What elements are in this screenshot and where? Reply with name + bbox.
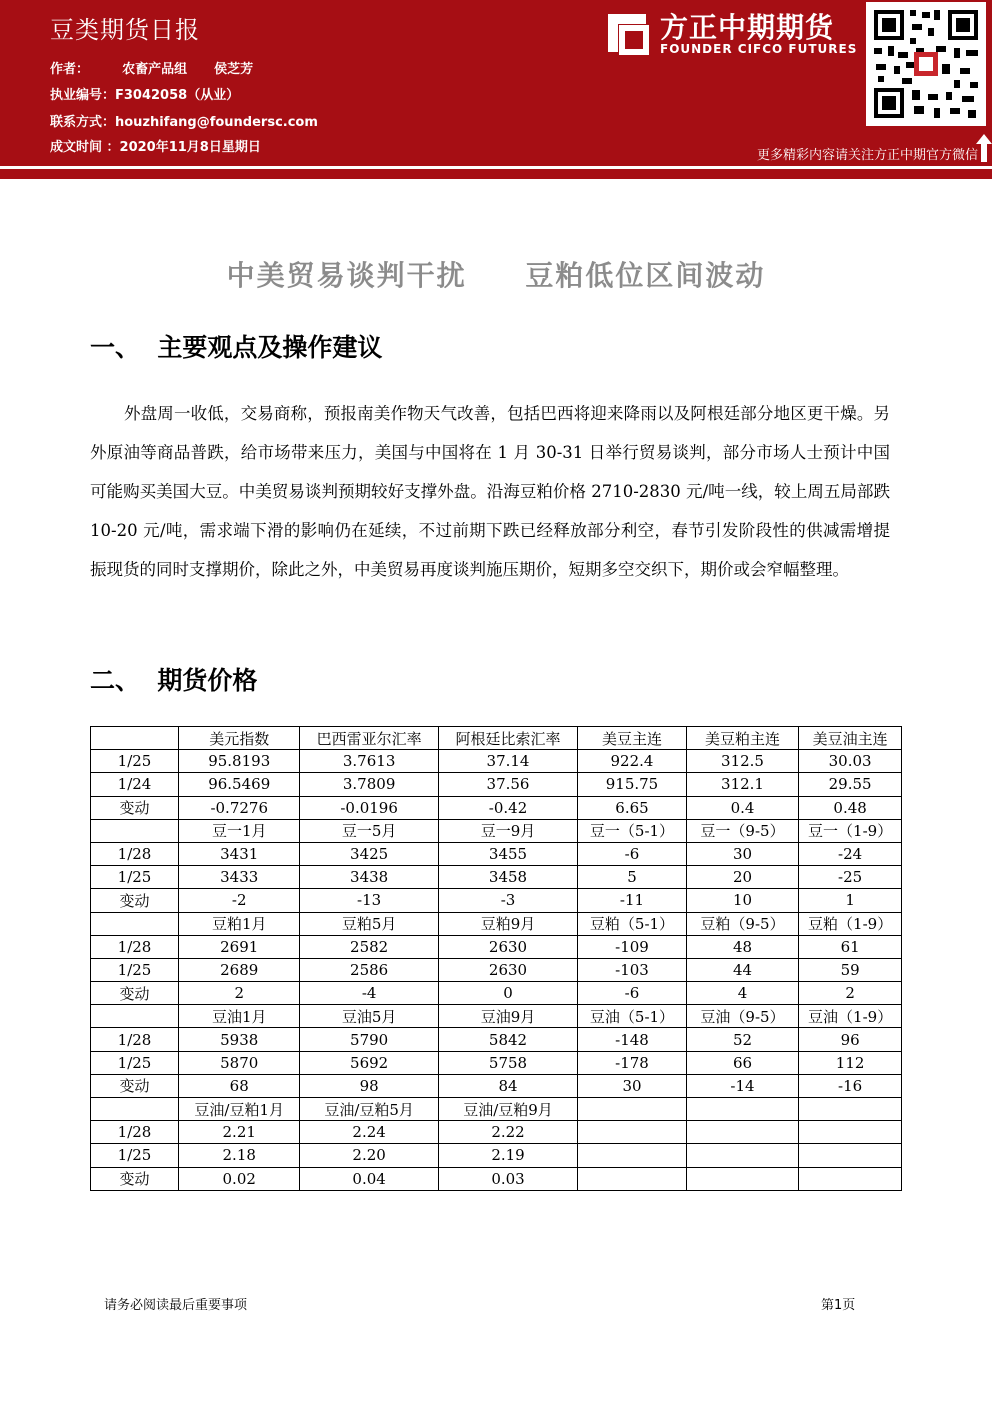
table-cell: 豆油1月 [179,1005,300,1028]
table-cell: 922.4 [578,750,687,773]
table-row [91,842,902,865]
table-cell: -14 [686,1074,798,1097]
row-label-cell: 变动 [91,796,179,819]
table-cell: 巴西雷亚尔汇率 [300,727,438,750]
table-row [91,866,902,889]
table-cell: 豆粕（1-9） [799,912,902,935]
table-row [91,1167,902,1190]
table-cell: 30.03 [799,750,902,773]
table-cell: 0 [438,982,577,1005]
futures-price-table [90,726,902,1191]
table-row [91,1051,902,1074]
table-cell: 2.20 [300,1144,438,1167]
table-cell: 豆粕1月 [179,912,300,935]
table-cell: 豆油5月 [300,1005,438,1028]
author-group: 农畜产品组 [122,62,188,77]
main-paragraph: 外盘周一收低，交易商称，预报南美作物天气改善，包括巴西将迎来降雨以及阿根廷部分地区更干燥。另外原油等商品普跌，给市场带来压力，美国与中国将在 1 月 30-31 日举行贸易谈判，部分市场人士预计中国可能购买美国大豆。中美贸易谈判预期较好支撑外盘。沿海豆粕价格 2710-2830 元/吨一线，较上周五局部跌 10-20 元/吨，需求端下滑的影响仍在延续，不过前期下跌已经释放部分利空，春节引发阶段性的供减需增提振现货的同时支撑期价，除此之外，中美贸易再度谈判施压期价，短期多空交织下，期价或会窄幅整理。 [90,404,890,579]
table-cell: 豆粕9月 [438,912,577,935]
table-cell: 112 [799,1051,902,1074]
table-cell [799,1167,902,1190]
table-cell: -13 [300,889,438,912]
table-cell: 98 [300,1074,438,1097]
table-cell: 10 [686,889,798,912]
table-cell: 20 [686,866,798,889]
table-cell: 3455 [438,842,577,865]
table-row [91,889,902,912]
row-label-cell [91,819,179,842]
table-cell: -11 [578,889,687,912]
table-cell: -25 [799,866,902,889]
table-cell: 2 [179,982,300,1005]
qr-code-icon [866,2,986,126]
table-cell: 5758 [438,1051,577,1074]
table-cell [686,1121,798,1144]
footer-disclaimer: 请务必阅读最后重要事项 [104,1298,248,1313]
table-cell: 312.1 [686,773,798,796]
table-cell: 3433 [179,866,300,889]
table-row [91,1098,902,1121]
brand-name-en: FOUNDER CIFCO FUTURES [660,42,858,56]
table-cell: 美豆油主连 [799,727,902,750]
arrow-up-icon [976,134,992,162]
table-cell: 美元指数 [179,727,300,750]
table-cell: -4 [300,982,438,1005]
brand [600,6,860,66]
table-row [91,819,902,842]
table-cell [578,1098,687,1121]
table-cell: 2691 [179,935,300,958]
table-cell: 3.7613 [300,750,438,773]
table-cell [686,1167,798,1190]
table-cell: 美豆粕主连 [686,727,798,750]
table-cell: 豆粕（5-1） [578,912,687,935]
table-cell: 5938 [179,1028,300,1051]
table-cell: 2582 [300,935,438,958]
table-cell: 豆粕（9-5） [686,912,798,935]
table-cell: 2 [799,982,902,1005]
table-cell: 0.04 [300,1167,438,1190]
table-cell: 2586 [300,958,438,981]
table-row [91,935,902,958]
table-row [91,982,902,1005]
table-cell: 豆油（5-1） [578,1005,687,1028]
table-cell: 阿根廷比索汇率 [438,727,577,750]
row-label-cell: 1/25 [91,750,179,773]
table-cell [578,1144,687,1167]
row-label-cell: 1/25 [91,1051,179,1074]
table-cell: 61 [799,935,902,958]
table-cell: 5870 [179,1051,300,1074]
table-cell: 5790 [300,1028,438,1051]
table-cell: 0.02 [179,1167,300,1190]
table-cell: 66 [686,1051,798,1074]
table-cell: 29.55 [799,773,902,796]
row-label-cell: 1/28 [91,935,179,958]
contact-info: 联系方式：houzhifang@foundersc.com [50,115,318,130]
table-cell: -2 [179,889,300,912]
table-cell: 915.75 [578,773,687,796]
table-cell: 2.22 [438,1121,577,1144]
table-cell [799,1144,902,1167]
table-cell: 豆油/豆粕5月 [300,1098,438,1121]
table-cell: 2689 [179,958,300,981]
table-cell: 3.7809 [300,773,438,796]
table-cell: 59 [799,958,902,981]
table-cell: -0.0196 [300,796,438,819]
table-cell: 0.4 [686,796,798,819]
table-cell: 5692 [300,1051,438,1074]
row-label-cell [91,1005,179,1028]
license-number: 执业编号：F3042058（从业） [50,88,240,103]
row-label-cell: 1/28 [91,842,179,865]
table-cell: 豆油（9-5） [686,1005,798,1028]
table-cell: 0.48 [799,796,902,819]
table-cell: 6.65 [578,796,687,819]
table-cell: -24 [799,842,902,865]
table-cell [686,1098,798,1121]
table-cell: 豆一（9-5） [686,819,798,842]
table-cell [799,1121,902,1144]
table-cell [686,1144,798,1167]
row-label-cell: 变动 [91,1074,179,1097]
table-cell: 2.18 [179,1144,300,1167]
table-cell: 豆粕5月 [300,912,438,935]
table-cell: 豆一1月 [179,819,300,842]
table-cell: 52 [686,1028,798,1051]
table-row [91,1121,902,1144]
founder-logo-icon [604,10,650,56]
row-label-cell: 1/24 [91,773,179,796]
table-cell: 4 [686,982,798,1005]
table-cell: -3 [438,889,577,912]
page-number: 第1页 [821,1298,856,1313]
table-cell: 3438 [300,866,438,889]
table-cell [578,1167,687,1190]
table-cell: 3425 [300,842,438,865]
table-cell: 68 [179,1074,300,1097]
row-label-cell [91,1098,179,1121]
table-cell: 84 [438,1074,577,1097]
row-label-cell: 1/28 [91,1121,179,1144]
table-row [91,1074,902,1097]
table-row [91,750,902,773]
row-label-cell: 1/25 [91,866,179,889]
table-cell: -6 [578,842,687,865]
table-cell: 30 [578,1074,687,1097]
table-cell: 95.8193 [179,750,300,773]
table-cell: 豆油（1-9） [799,1005,902,1028]
table-cell: 豆一9月 [438,819,577,842]
table-cell: 96 [799,1028,902,1051]
header-band [0,169,992,179]
table-row [91,773,902,796]
table-cell: 5842 [438,1028,577,1051]
table-cell: 48 [686,935,798,958]
row-label-cell: 1/28 [91,1028,179,1051]
table-cell: 豆一（5-1） [578,819,687,842]
report-header [0,0,992,166]
table-cell: -16 [799,1074,902,1097]
table-cell: -6 [578,982,687,1005]
table-row [91,727,902,750]
table-cell: 2.21 [179,1121,300,1144]
row-label-cell: 1/25 [91,1144,179,1167]
author-name: 侯芝芳 [214,62,254,77]
table-cell [799,1098,902,1121]
table-row [91,912,902,935]
table-cell: 豆油/豆粕1月 [179,1098,300,1121]
table-row [91,1028,902,1051]
table-cell: 2.19 [438,1144,577,1167]
table-cell: 3431 [179,842,300,865]
table-cell: -103 [578,958,687,981]
table-cell: 2630 [438,935,577,958]
table-row [91,1005,902,1028]
table-cell: -109 [578,935,687,958]
table-cell: 5 [578,866,687,889]
table-cell: 30 [686,842,798,865]
table-cell: 豆一（1-9） [799,819,902,842]
author-line [50,58,253,77]
table-cell: 1 [799,889,902,912]
row-label-cell: 变动 [91,1167,179,1190]
table-cell: 豆一5月 [300,819,438,842]
table-cell: -178 [578,1051,687,1074]
table-row [91,1144,902,1167]
table-cell: 3458 [438,866,577,889]
table-cell: 312.5 [686,750,798,773]
table-cell: 37.14 [438,750,577,773]
brand-name-cn: 方正中期期货 [660,11,835,44]
report-date: 成文时间 ：2020年11月8日星期日 [50,140,261,155]
table-cell [578,1121,687,1144]
table-row [91,796,902,819]
report-title: 中美贸易谈判干扰 豆粕低位区间波动 [226,259,766,292]
table-cell: -0.7276 [179,796,300,819]
table-cell: 0.03 [438,1167,577,1190]
section-heading-1: 一、 主要观点及操作建议 [90,333,383,362]
table-cell: 2.24 [300,1121,438,1144]
author-label: 作者： [50,62,90,77]
table-cell: 96.5469 [179,773,300,796]
table-cell: 豆油9月 [438,1005,577,1028]
table-cell: -148 [578,1028,687,1051]
section-heading-2: 二、 期货价格 [90,666,258,695]
row-label-cell [91,912,179,935]
table-cell: 37.56 [438,773,577,796]
row-label-cell: 变动 [91,889,179,912]
table-cell: 2630 [438,958,577,981]
row-label-cell [91,727,179,750]
table-cell: 美豆主连 [578,727,687,750]
table-cell: -0.42 [438,796,577,819]
table-row [91,958,902,981]
table-cell: 44 [686,958,798,981]
follow-wechat-text: 更多精彩内容请关注方正中期官方微信 [756,148,978,163]
row-label-cell: 1/25 [91,958,179,981]
row-label-cell: 变动 [91,982,179,1005]
table-cell: 豆油/豆粕9月 [438,1098,577,1121]
report-type-title: 豆类期货日报 [50,16,200,44]
